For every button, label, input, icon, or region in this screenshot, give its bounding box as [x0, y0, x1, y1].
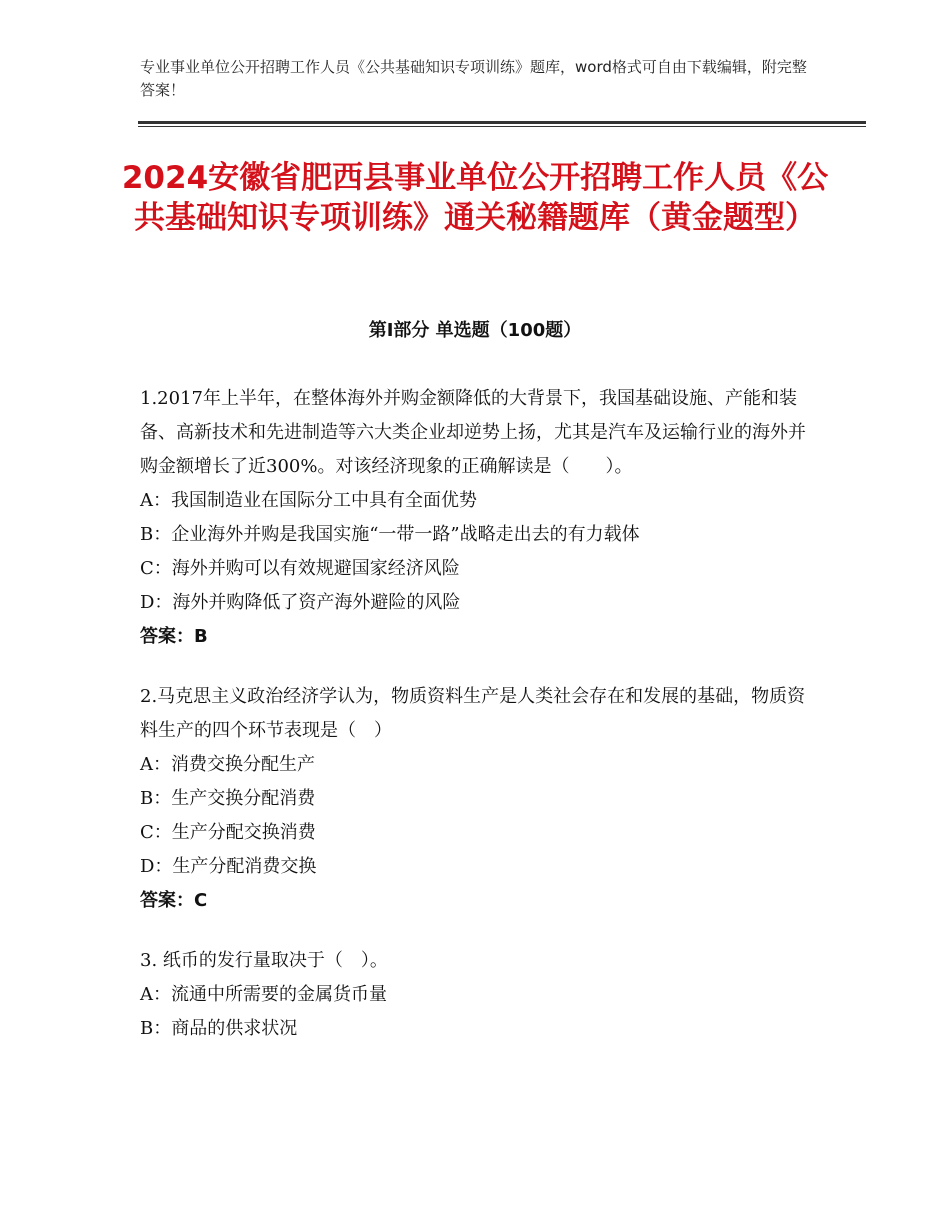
- question-3: [140, 944, 820, 1046]
- question-list: [140, 382, 820, 1072]
- option-b: B：生产交换分配消费: [140, 788, 316, 809]
- option-d: D：生产分配消费交换: [140, 856, 317, 877]
- section-heading: 第Ⅰ部分 单选题（100题）: [368, 320, 582, 341]
- option-c: C：海外并购可以有效规避国家经济风险: [140, 558, 460, 579]
- question-1: [140, 382, 820, 654]
- header-divider-thick: [138, 121, 866, 124]
- answer: 答案：B: [140, 626, 208, 647]
- question-stem: 3. 纸币的发行量取决于（ ）。: [140, 950, 388, 971]
- document-title: 2024安徽省肥西县事业单位公开招聘工作人员《公共基础知识专项训练》通关秘籍题库（黄金题型）: [121, 160, 829, 236]
- answer: 答案：C: [140, 890, 208, 911]
- option-b: B：企业海外并购是我国实施“一带一路”战略走出去的有力载体: [140, 524, 640, 545]
- option-d: D：海外并购降低了资产海外避险的风险: [140, 592, 461, 613]
- option-a: A：我国制造业在国际分工中具有全面优势: [140, 490, 477, 511]
- option-b: B：商品的供求状况: [140, 1018, 298, 1039]
- option-c: C：生产分配交换消费: [140, 822, 316, 843]
- header-note: 专业事业单位公开招聘工作人员《公共基础知识专项训练》题库，word格式可自由下载编辑，附完整答案！: [140, 58, 807, 99]
- question-2: [140, 680, 820, 918]
- option-a: A：消费交换分配生产: [140, 754, 315, 775]
- option-a: A：流通中所需要的金属货币量: [140, 984, 387, 1005]
- header-divider-thin: [138, 126, 866, 127]
- question-stem: 2.马克思主义政治经济学认为，物质资料生产是人类社会存在和发展的基础，物质资料生产的四个环节表现是（ ）: [140, 686, 806, 741]
- question-stem: 1.2017年上半年，在整体海外并购金额降低的大背景下，我国基础设施、产能和装备、高新技术和先进制造等六大类企业却逆势上扬，尤其是汽车及运输行业的海外并购金额增长了近300%。对该经济现象的正确解读是（ ）。: [140, 388, 806, 477]
